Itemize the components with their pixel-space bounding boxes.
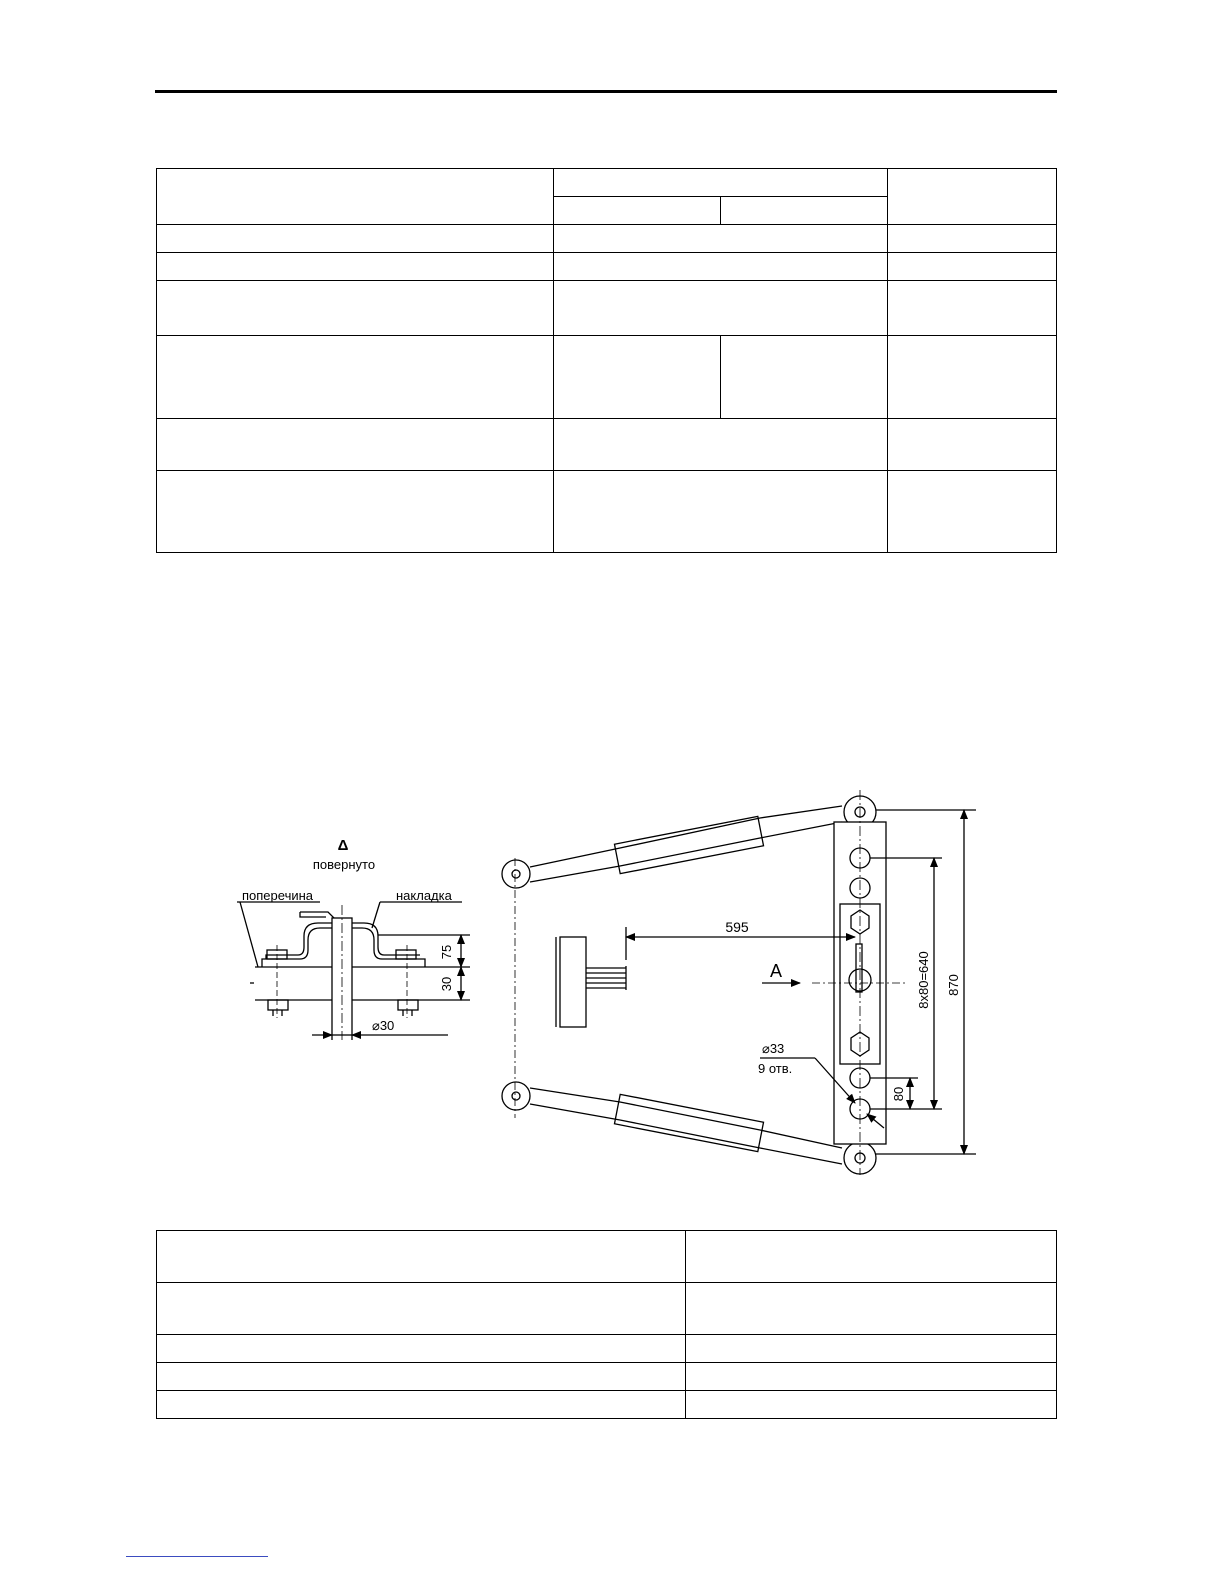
dim-595: 595 xyxy=(725,919,749,935)
callout-cross-beam: поперечина xyxy=(242,888,314,903)
footnote-rule xyxy=(126,1556,268,1557)
section-marker-a: A xyxy=(769,961,783,981)
table-row xyxy=(157,1391,1057,1419)
table-row xyxy=(157,1363,1057,1391)
table-row xyxy=(157,1283,1057,1335)
view-caption: повернуто xyxy=(312,857,376,872)
dim-diameter-30: ⌀30 xyxy=(372,1018,395,1033)
main-assembly xyxy=(502,790,976,1175)
table-row xyxy=(157,1231,1057,1283)
dim-75: 75 xyxy=(439,944,454,960)
view-letter: Δ xyxy=(337,837,349,854)
dim-30-vertical: 30 xyxy=(439,976,454,992)
hole-count: 9 отв. xyxy=(758,1061,793,1076)
callout-overlay: накладка xyxy=(396,888,452,903)
dim-80: 80 xyxy=(891,1086,906,1102)
specification-table-bottom xyxy=(156,1230,1057,1419)
table-row xyxy=(157,1335,1057,1363)
dim-pitch: 8x80=640 xyxy=(916,951,931,1009)
detail-view xyxy=(237,902,470,1040)
hole-diameter: ⌀33 xyxy=(762,1041,785,1056)
dim-overall: 870 xyxy=(946,974,961,996)
